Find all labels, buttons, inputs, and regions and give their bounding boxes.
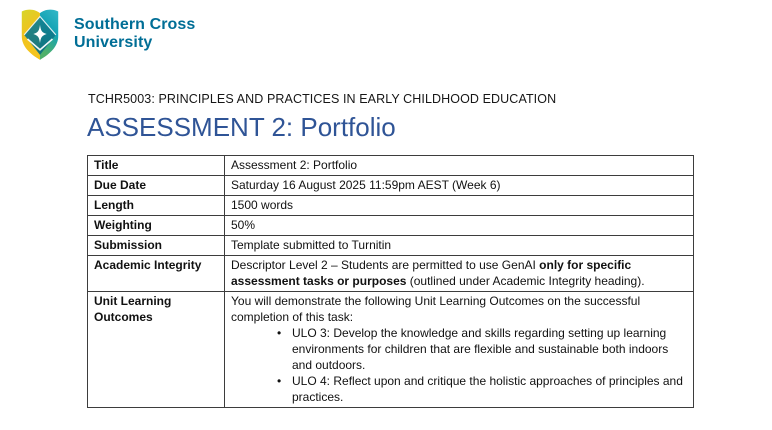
row-value-academic-integrity: Descriptor Level 2 – Students are permitted to use GenAI only for specific assessment tasks or purposes (outlined under Academic Integrity heading).: [225, 256, 694, 292]
bullet-icon: •: [277, 326, 282, 340]
row-value-length: 1500 words: [225, 196, 694, 216]
row-value-title: Assessment 2: Portfolio: [225, 156, 694, 176]
row-label-due-date: Due Date: [88, 176, 225, 196]
document-content: [87, 92, 694, 408]
scu-shield-icon: [15, 6, 65, 62]
row-label-unit-learning-outcomes: Unit Learning Outcomes: [88, 292, 225, 408]
row-label-length: Length: [88, 196, 225, 216]
unit-title: TCHR5003: PRINCIPLES AND PRACTICES IN EARLY CHILDHOOD EDUCATION: [88, 92, 557, 106]
row-value-submission: Template submitted to Turnitin: [225, 236, 694, 256]
ulo-bullet-item: [277, 325, 687, 373]
table-row-due-date: [88, 176, 694, 196]
ulo-intro-text: You will demonstrate the following Unit Learning Outcomes on the successful completion of this task:: [231, 294, 641, 324]
table-row-unit-learning-outcomes: [88, 292, 694, 408]
row-value-weighting: 50%: [225, 216, 694, 236]
table-row-submission: [88, 236, 694, 256]
table-row-academic-integrity: [88, 256, 694, 292]
scu-logo-wordmark: [74, 16, 195, 52]
ulo-bullet-item: [277, 373, 687, 405]
row-label-weighting: Weighting: [88, 216, 225, 236]
scu-logo-line1: Southern Cross: [74, 16, 196, 33]
table-row-length: [88, 196, 694, 216]
scu-logo-line2: University: [74, 34, 153, 51]
row-value-due-date: Saturday 16 August 2025 11:59pm AEST (Week 6): [225, 176, 694, 196]
scu-logo: [15, 6, 195, 62]
ulo-3-text: ULO 3: Develop the knowledge and skills regarding setting up learning environments for children that are flexible and sustainable both indoors and outdoors.: [292, 326, 669, 372]
row-label-submission: Submission: [88, 236, 225, 256]
bullet-icon: •: [277, 374, 282, 388]
table-row-weighting: [88, 216, 694, 236]
assessment-details-table: [87, 155, 694, 408]
assessment-title: ASSESSMENT 2: Portfolio: [87, 112, 396, 142]
row-label-academic-integrity: Academic Integrity: [88, 256, 225, 292]
row-value-unit-learning-outcomes: [225, 292, 694, 408]
ulo-4-text: ULO 4: Reflect upon and critique the holistic approaches of principles and practices.: [292, 374, 683, 404]
table-row-title: [88, 156, 694, 176]
row-label-title: Title: [88, 156, 225, 176]
